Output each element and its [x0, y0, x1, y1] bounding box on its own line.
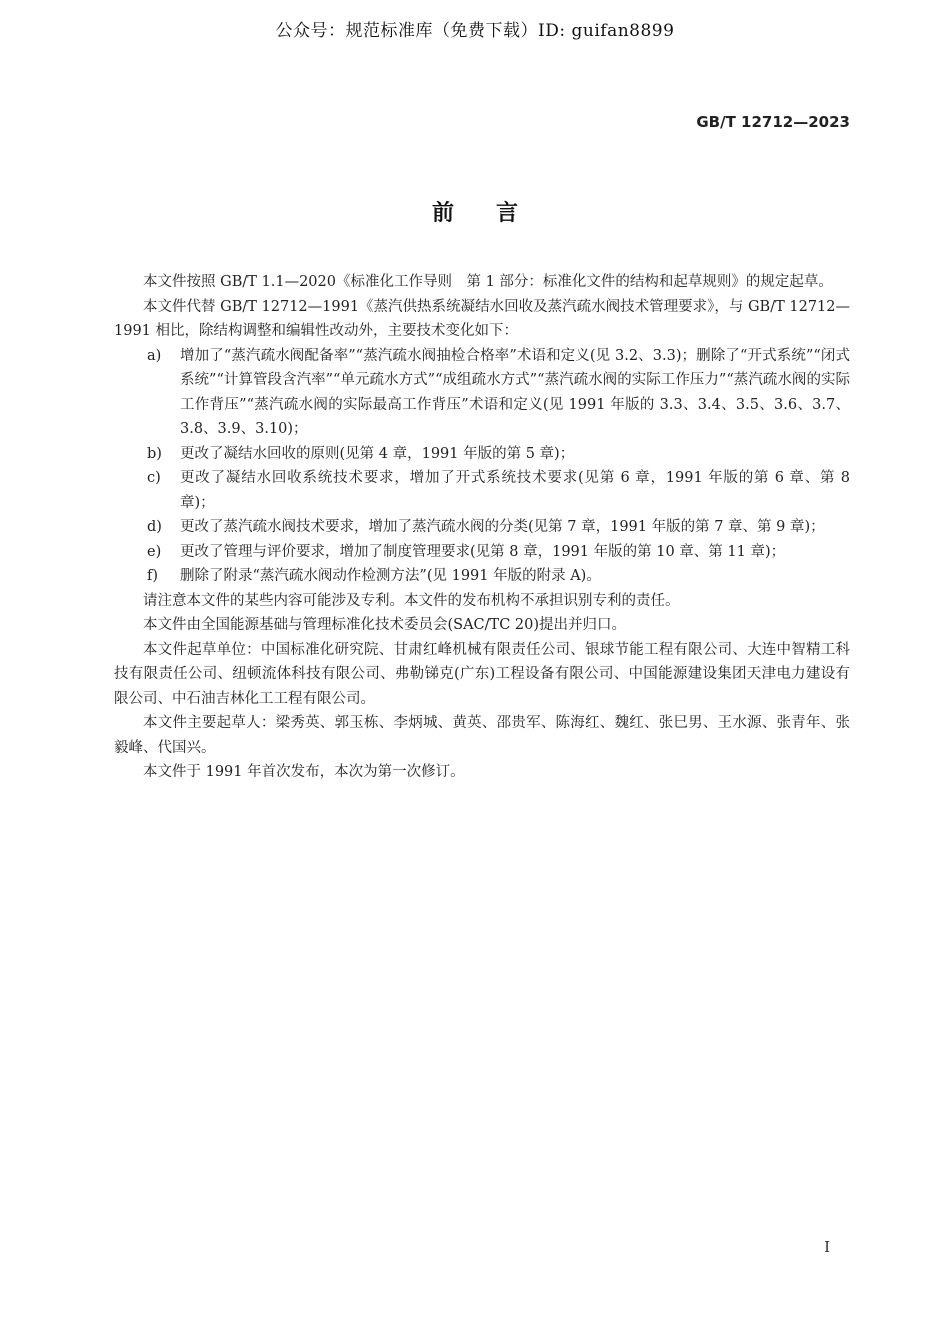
change-text: 更改了凝结水回收的原则(见第 4 章，1991 年版的第 5 章)； — [180, 445, 575, 462]
change-marker: a) — [147, 347, 162, 364]
change-item — [114, 515, 850, 540]
change-item — [114, 564, 850, 589]
change-marker: b) — [147, 445, 162, 462]
change-item — [114, 344, 850, 442]
change-item — [114, 442, 850, 467]
paragraph-drafters: 本文件主要起草人：梁秀英、郭玉栋、李炳城、黄英、邵贵军、陈海红、魏红、张巳男、王水源、张青年、张毅峰、代国兴。 — [114, 715, 850, 756]
change-marker: e) — [147, 543, 162, 560]
change-text: 更改了蒸汽疏水阀技术要求，增加了蒸汽疏水阀的分类(见第 7 章，1991 年版的第 7 章、第 9 章)； — [180, 519, 825, 535]
change-marker: d) — [147, 519, 162, 535]
foreword-body — [114, 270, 850, 785]
change-text: 增加了“蒸汽疏水阀配备率”“蒸汽疏水阀抽检合格率”术语和定义(见 3.2、3.3)；删除了“开式系统”“闭式系统”“计算管段含汽率”“单元疏水方式”“成组疏水方式”“蒸汽疏水阀的实际工作压力”“蒸汽疏水阀的实际工作背压”“蒸汽疏水阀的实际最高工作背压”术语和定义(见 1991 年版的 3.3、3.4、3.5、3.6、3.7、3.8、3.9、3.10)； — [180, 347, 850, 437]
page-title: 前言 — [431, 201, 560, 226]
change-text: 删除了附录“蒸汽疏水阀动作检测方法”(见 1991 年版的附录 A)。 — [180, 568, 601, 584]
paragraph-replacement: 本文件代替 GB/T 12712—1991《蒸汽供热系统凝结水回收及蒸汽疏水阀技术管理要求》，与 GB/T 12712—1991 相比，除结构调整和编辑性改动外，主要技术变化如下： — [114, 298, 850, 339]
change-item — [114, 466, 850, 515]
paragraph-drafting-units: 本文件起草单位：中国标准化研究院、甘肃红峰机械有限责任公司、银球节能工程有限公司、大连中智精工科技有限责任公司、纽顿流体科技有限公司、弗勒锑克(广东)工程设备有限公司、中国能源建设集团天津电力建设有限公司、中石油吉林化工工程有限公司。 — [114, 641, 850, 707]
paragraph-history: 本文件于 1991 年首次发布，本次为第一次修订。 — [143, 764, 465, 780]
standard-code: GB/T 12712—2023 — [696, 113, 850, 131]
watermark-header: 公众号：规范标准库（免费下载）ID: guifan8899 — [275, 21, 675, 41]
change-item — [114, 540, 850, 565]
change-marker: c) — [147, 470, 161, 486]
page-number: I — [824, 1238, 830, 1256]
change-marker: f) — [147, 568, 159, 584]
paragraph-proposer: 本文件由全国能源基础与管理标准化技术委员会(SAC/TC 20)提出并归口。 — [143, 617, 627, 633]
paragraph-patent: 请注意本文件的某些内容可能涉及专利。本文件的发布机构不承担识别专利的责任。 — [143, 592, 680, 609]
change-text: 更改了管理与评价要求，增加了制度管理要求(见第 8 章，1991 年版的第 10 章、第 11 章)； — [180, 543, 786, 560]
paragraph-basis: 本文件按照 GB/T 1.1—2020《标准化工作导则 第 1 部分：标准化文件的结构和起草规则》的规定起草。 — [143, 274, 833, 290]
change-text: 更改了凝结水回收系统技术要求，增加了开式系统技术要求(见第 6 章，1991 年版的第 6 章、第 8 章)； — [180, 470, 850, 511]
